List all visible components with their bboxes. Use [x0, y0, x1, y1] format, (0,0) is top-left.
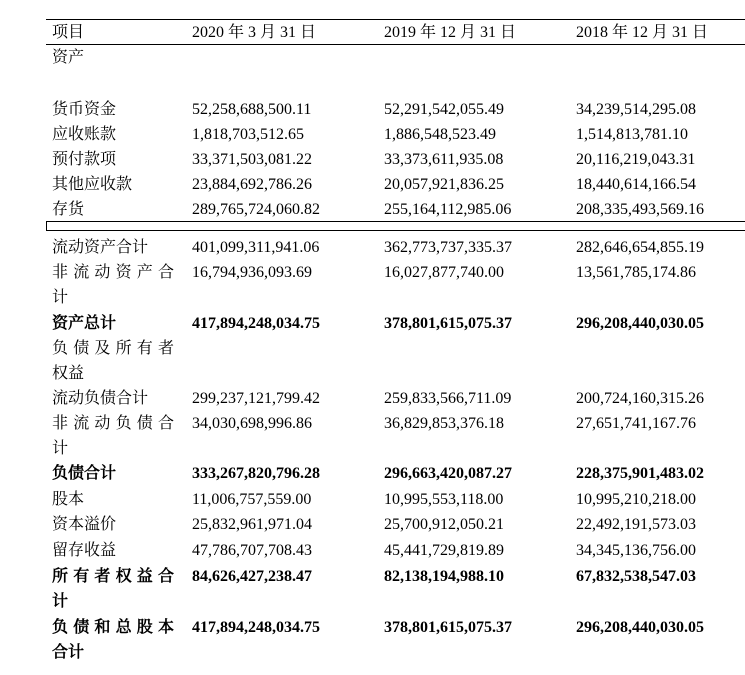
cell-2018: 34,345,136,756.00 [576, 542, 696, 559]
cell-2018: 20,116,219,043.31 [576, 151, 696, 168]
row-label-line2: 计 [52, 289, 69, 306]
cell-2020: 299,237,121,799.42 [192, 390, 320, 407]
cell-2019: 82,138,194,988.10 [384, 568, 504, 585]
cell-2018: 13,561,785,174.86 [576, 264, 696, 281]
row-label-line1: 非流动负债合 [52, 415, 174, 432]
cell-2018: 67,832,538,547.03 [576, 568, 696, 585]
row-label-line1: 所有者权益合 [52, 568, 174, 585]
row-label: 流动资产合计 [52, 239, 149, 256]
section-divider-rule-2 [46, 230, 745, 231]
cell-2018: 208,335,493,569.16 [576, 201, 704, 218]
cell-2018: 10,995,210,218.00 [576, 491, 696, 508]
cell-2019: 259,833,566,711.09 [384, 390, 512, 407]
cell-2020: 289,765,724,060.82 [192, 201, 320, 218]
row-label: 货币资金 [52, 101, 117, 118]
cell-2020: 47,786,707,708.43 [192, 542, 312, 559]
cell-2020: 11,006,757,559.00 [192, 491, 312, 508]
section-label-line2: 权益 [52, 365, 85, 382]
row-label-line2: 合计 [52, 644, 85, 661]
row-label: 负债合计 [52, 465, 117, 482]
cell-2020: 25,832,961,971.04 [192, 516, 312, 533]
row-label: 资本溢价 [52, 516, 117, 533]
row-label-line1: 负债和总股本 [52, 619, 174, 636]
row-label: 其他应收款 [52, 176, 133, 193]
cell-2020: 84,626,427,238.47 [192, 568, 312, 585]
cell-2020: 52,258,688,500.11 [192, 101, 312, 118]
cell-2020: 33,371,503,081.22 [192, 151, 312, 168]
cell-2019: 36,829,853,376.18 [384, 415, 504, 432]
header-col-2019: 2019 年 12 月 31 日 [384, 24, 517, 41]
cell-2018: 296,208,440,030.05 [576, 619, 704, 636]
section-label-line1: 负债及所有者 [52, 340, 174, 357]
cell-2020: 401,099,311,941.06 [192, 239, 320, 256]
header-item: 项目 [52, 24, 85, 41]
cell-2018: 200,724,160,315.26 [576, 390, 704, 407]
row-label: 股本 [52, 491, 85, 508]
section-assets-label: 资产 [52, 49, 85, 66]
row-label-line2: 计 [52, 593, 69, 610]
cell-2020: 333,267,820,796.28 [192, 465, 320, 482]
cell-2019: 33,373,611,935.08 [384, 151, 504, 168]
row-label: 资产总计 [52, 315, 117, 332]
cell-2018: 27,651,741,167.76 [576, 415, 696, 432]
row-label: 应收账款 [52, 126, 117, 143]
cell-2019: 52,291,542,055.49 [384, 101, 504, 118]
row-label-line2: 计 [52, 440, 69, 457]
cell-2019: 20,057,921,836.25 [384, 176, 504, 193]
cell-2019: 1,886,548,523.49 [384, 126, 496, 143]
cell-2018: 228,375,901,483.02 [576, 465, 704, 482]
cell-2019: 25,700,912,050.21 [384, 516, 504, 533]
cell-2019: 255,164,112,985.06 [384, 201, 512, 218]
header-col-2020: 2020 年 3 月 31 日 [192, 24, 317, 41]
cell-2019: 45,441,729,819.89 [384, 542, 504, 559]
row-label-line1: 非流动资产合 [52, 264, 174, 281]
cell-2019: 378,801,615,075.37 [384, 619, 512, 636]
cell-2020: 16,794,936,093.69 [192, 264, 312, 281]
cell-2020: 417,894,248,034.75 [192, 315, 320, 332]
cell-2020: 417,894,248,034.75 [192, 619, 320, 636]
cell-2019: 378,801,615,075.37 [384, 315, 512, 332]
cell-2018: 18,440,614,166.54 [576, 176, 696, 193]
row-label: 流动负债合计 [52, 390, 149, 407]
cell-2019: 10,995,553,118.00 [384, 491, 504, 508]
cell-2018: 34,239,514,295.08 [576, 101, 696, 118]
cell-2020: 1,818,703,512.65 [192, 126, 304, 143]
row-label: 预付款项 [52, 151, 117, 168]
cell-2019: 362,773,737,335.37 [384, 239, 512, 256]
cell-2018: 1,514,813,781.10 [576, 126, 688, 143]
cell-2019: 296,663,420,087.27 [384, 465, 512, 482]
cell-2020: 23,884,692,786.26 [192, 176, 312, 193]
divider-left-tick [46, 221, 47, 230]
row-label: 留存收益 [52, 542, 117, 559]
cell-2019: 16,027,877,740.00 [384, 264, 504, 281]
cell-2018: 282,646,654,855.19 [576, 239, 704, 256]
cell-2018: 22,492,191,573.03 [576, 516, 696, 533]
cell-2018: 296,208,440,030.05 [576, 315, 704, 332]
row-label: 存货 [52, 201, 85, 218]
header-col-2018: 2018 年 12 月 31 日 [576, 24, 709, 41]
cell-2020: 34,030,698,996.86 [192, 415, 312, 432]
